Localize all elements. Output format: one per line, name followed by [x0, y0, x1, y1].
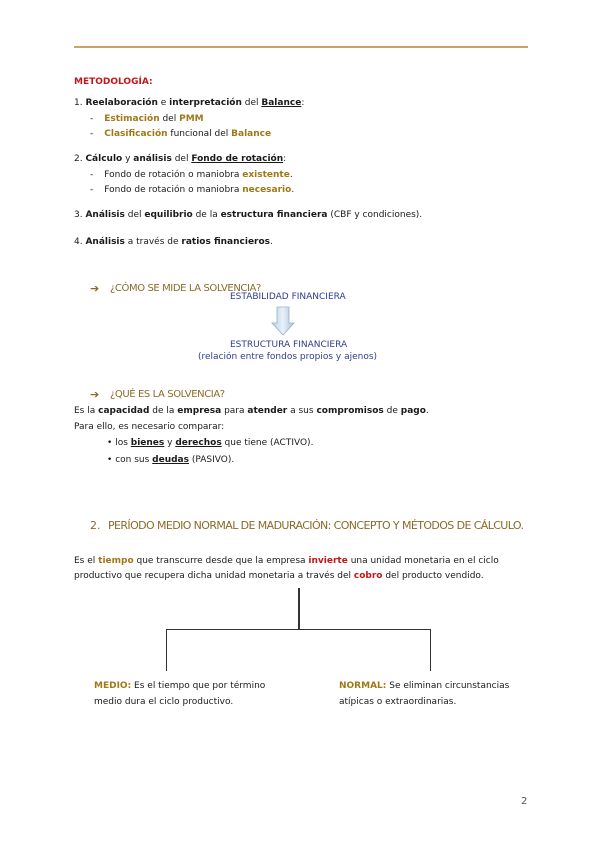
- metodologia-item-1: 1. Reelaboración e interpretación del Balance:: [74, 98, 305, 108]
- solvencia-definition: Es la capacidad de la empresa para atender a sus compromisos de pago.: [74, 406, 429, 416]
- tree-trunk: [298, 588, 300, 630]
- header-rule: [74, 46, 528, 48]
- arrow-icon: ➔: [90, 282, 100, 295]
- tree-left-leg: [166, 629, 167, 671]
- section-2-paragraph-line-2: productivo que recupera dicha unidad monetaria a través del cobro del producto vendido.: [74, 571, 484, 581]
- sub-item-existente: - Fondo de rotación o maniobra existente.: [90, 170, 293, 180]
- sub-item-necesario: - Fondo de rotación o maniobra necesario.: [90, 185, 295, 195]
- solvencia-mide-heading: ¿CÓMO SE MIDE LA SOLVENCIA?: [110, 283, 261, 294]
- estructura-financiera-note: (relación entre fondos propios y ajenos): [198, 352, 378, 362]
- sub-item-clasificacion: - Clasificación funcional del Balance: [90, 129, 272, 139]
- normal-definition-line-2: atípicas o extraordinarias.: [339, 697, 457, 707]
- metodologia-item-2: 2. Cálculo y análisis del Fondo de rotación:: [74, 154, 287, 164]
- sub-item-pmm: - Estimación del PMM: [90, 114, 204, 124]
- bullet-pasivo: • con sus deudas (PASIVO).: [107, 455, 235, 465]
- estructura-financiera-label: ESTRUCTURA FINANCIERA: [230, 340, 348, 350]
- section-2-number: 2.: [90, 519, 101, 532]
- medio-definition-line-2: medio dura el ciclo productivo.: [94, 697, 234, 707]
- metodologia-item-4: 4. Análisis a través de ratios financieros.: [74, 237, 273, 247]
- tree-right-leg: [430, 629, 431, 671]
- metodologia-item-3: 3. Análisis del equilibrio de la estructura financiera (CBF y condiciones).: [74, 210, 423, 220]
- estabilidad-financiera-label: ESTABILIDAD FINANCIERA: [230, 292, 346, 302]
- down-arrow-icon: [271, 306, 295, 336]
- section-2-title: PERÍODO MEDIO NORMAL DE MADURACIÓN: CONCEPTO Y MÉTODOS DE CÁLCULO.: [108, 519, 524, 532]
- tree-branch: [166, 629, 430, 630]
- normal-definition-line-1: NORMAL: Se eliminan circunstancias: [339, 681, 510, 691]
- metodologia-title: METODOLOGÍA:: [74, 77, 153, 87]
- arrow-icon: ➔: [90, 388, 100, 401]
- bullet-activo: • los bienes y derechos que tiene (ACTIVO).: [107, 438, 314, 448]
- medio-definition-line-1: MEDIO: Es el tiempo que por término: [94, 681, 266, 691]
- section-2-paragraph-line-1: Es el tiempo que transcurre desde que la empresa invierte una unidad monetaria en el ciclo: [74, 556, 499, 566]
- solvencia-compare-intro: Para ello, es necesario comparar:: [74, 422, 225, 432]
- solvencia-que-heading: ¿QUÉ ES LA SOLVENCIA?: [110, 389, 225, 400]
- page-number: 2: [521, 796, 528, 807]
